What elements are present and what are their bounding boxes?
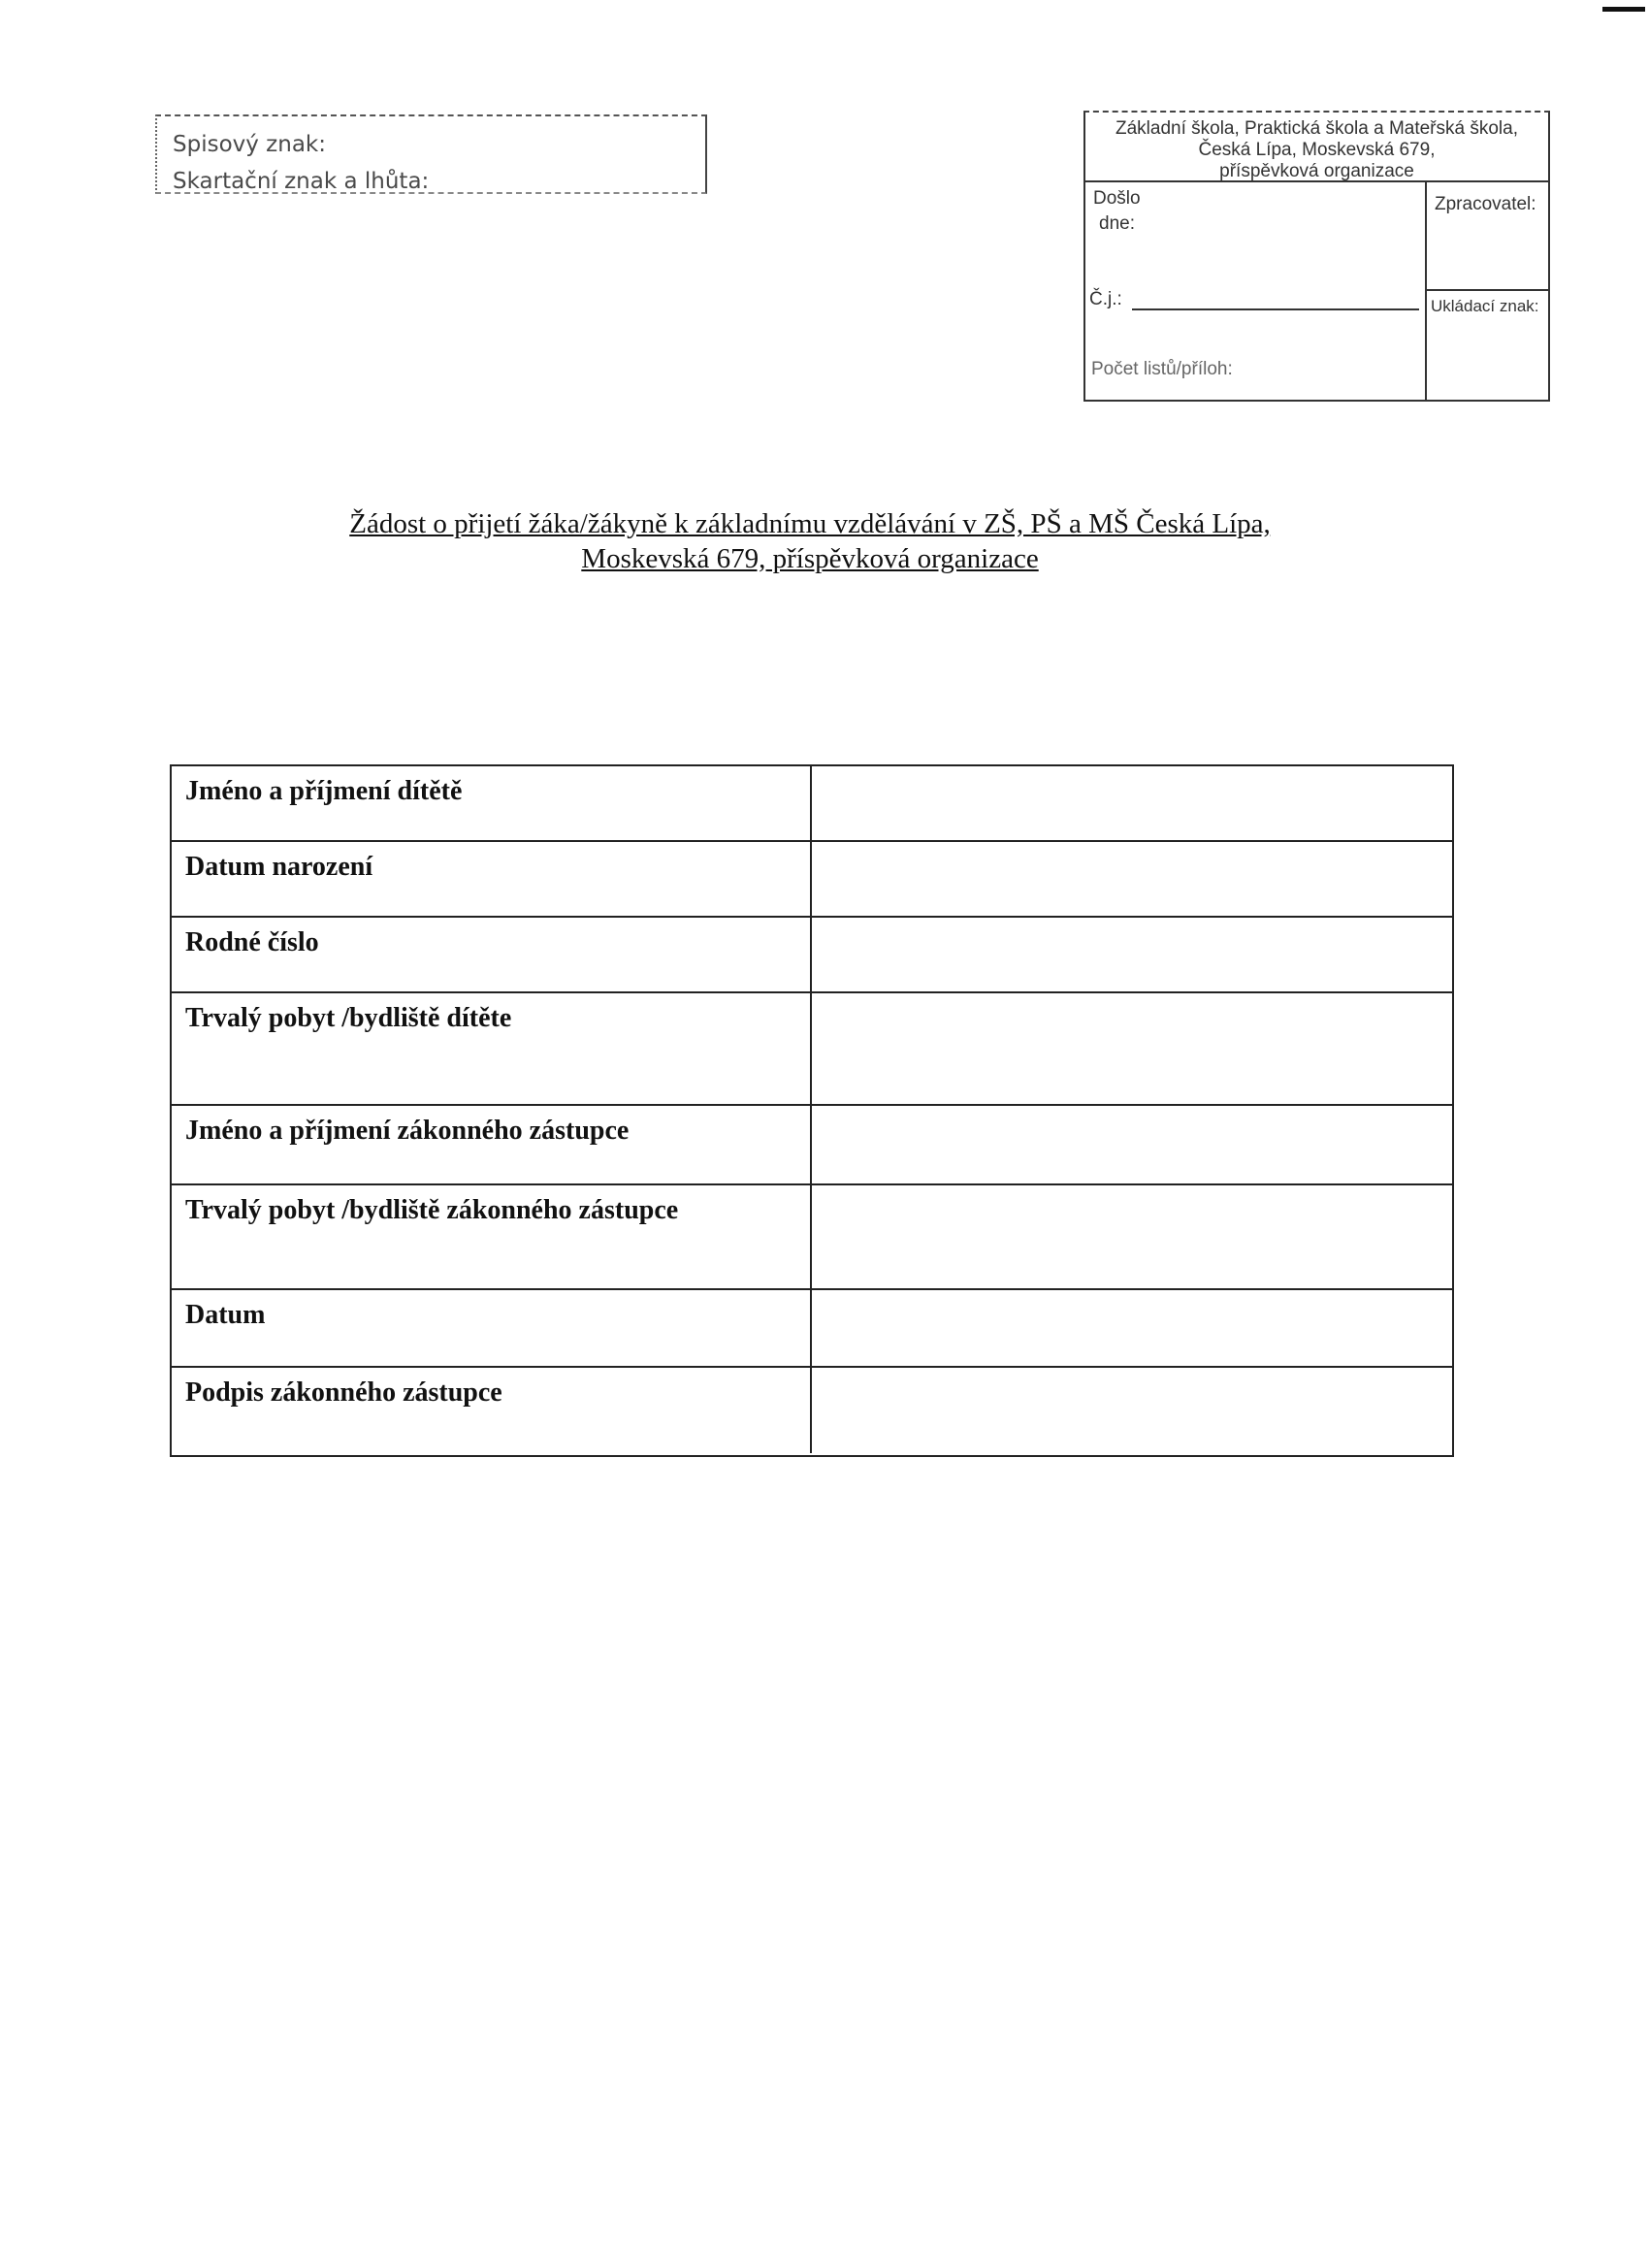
form-label: Datum bbox=[172, 1290, 812, 1366]
filing-stamp bbox=[155, 114, 707, 194]
registry-stamp-header bbox=[1085, 113, 1548, 182]
form-row-date bbox=[172, 1290, 1452, 1368]
stamp-divider bbox=[1425, 182, 1427, 402]
reference-number-label: Č.j.: bbox=[1089, 289, 1122, 309]
organization-line: Základní škola, Praktická škola a Mateřská škola, bbox=[1115, 118, 1518, 139]
form-label: Trvalý pobyt /bydliště zákonného zástupce bbox=[172, 1185, 812, 1288]
form-row-birth-date bbox=[172, 842, 1452, 918]
reference-number-line bbox=[1132, 308, 1419, 310]
child-name-field[interactable] bbox=[812, 766, 1452, 840]
form-row-guardian-name bbox=[172, 1106, 1452, 1185]
guardian-address-field[interactable] bbox=[812, 1185, 1452, 1288]
shredding-mark-label: Skartační znak a lhůta: bbox=[173, 169, 430, 194]
sheet-count-label: Počet listů/příloh: bbox=[1091, 359, 1233, 379]
guardian-name-field[interactable] bbox=[812, 1106, 1452, 1183]
title-line: Žádost o přijetí žáka/žákyně k základnímu vzdělávání v ZŠ, PŠ a MŠ Česká Lípa, bbox=[349, 508, 1271, 539]
registry-stamp bbox=[1083, 111, 1550, 402]
form-label: Rodné číslo bbox=[172, 918, 812, 991]
processor-label: Zpracovatel: bbox=[1435, 194, 1536, 214]
organization-line: příspěvková organizace bbox=[1219, 161, 1414, 181]
form-label: Trvalý pobyt /bydliště dítěte bbox=[172, 993, 812, 1104]
form-label: Podpis zákonného zástupce bbox=[172, 1368, 812, 1453]
storage-mark-label: Ukládací znak: bbox=[1431, 297, 1539, 315]
guardian-signature-field[interactable] bbox=[812, 1368, 1452, 1453]
child-address-field[interactable] bbox=[812, 993, 1452, 1104]
scan-corner-mark bbox=[1602, 7, 1645, 12]
date-field[interactable] bbox=[812, 1290, 1452, 1366]
form-row-birth-number bbox=[172, 918, 1452, 993]
received-label: Došlo bbox=[1093, 188, 1141, 209]
document-title bbox=[165, 506, 1455, 576]
form-label: Datum narození bbox=[172, 842, 812, 916]
form-label: Jméno a příjmení zákonného zástupce bbox=[172, 1106, 812, 1183]
form-row-child-address bbox=[172, 993, 1452, 1106]
organization-line: Česká Lípa, Moskevská 679, bbox=[1198, 140, 1436, 160]
birth-number-field[interactable] bbox=[812, 918, 1452, 991]
application-form-table bbox=[170, 764, 1454, 1457]
title-line: Moskevská 679, příspěvková organizace bbox=[581, 543, 1039, 574]
received-date-label: dne: bbox=[1099, 213, 1135, 234]
birth-date-field[interactable] bbox=[812, 842, 1452, 916]
form-row-guardian-address bbox=[172, 1185, 1452, 1290]
form-row-guardian-signature bbox=[172, 1368, 1452, 1453]
file-mark-label: Spisový znak: bbox=[173, 132, 326, 157]
form-label: Jméno a příjmení dítětě bbox=[172, 766, 812, 840]
stamp-divider bbox=[1425, 289, 1548, 291]
form-row-child-name bbox=[172, 766, 1452, 842]
